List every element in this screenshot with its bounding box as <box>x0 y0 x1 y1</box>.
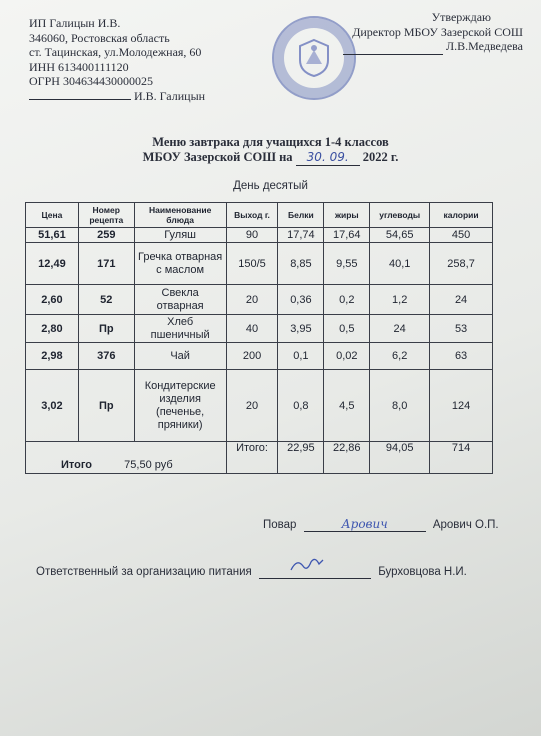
title-line-2 <box>0 150 541 166</box>
cell-protein: 0,8 <box>278 370 324 442</box>
total-protein: 22,95 <box>278 442 324 474</box>
cook-name: Арович О.П. <box>432 519 499 531</box>
cell-fat: 0,2 <box>324 285 370 315</box>
cell-name: Свекла отварная <box>134 285 226 315</box>
column-header: жиры <box>324 203 370 228</box>
cell-protein: 3,95 <box>278 315 324 343</box>
seller-line: ст. Тацинская, ул.Молодежная, 60 <box>29 45 202 59</box>
column-header: Цена <box>26 203 79 228</box>
table-row <box>26 228 493 243</box>
day-label: День десятый <box>233 180 308 192</box>
cell-price: 2,60 <box>26 285 79 315</box>
cell-fat: 4,5 <box>324 370 370 442</box>
approve-label: Утверждаю <box>431 10 491 24</box>
table-row <box>26 370 493 442</box>
cell-price: 12,49 <box>26 243 79 285</box>
handwritten-signature-icon <box>287 556 327 574</box>
cell-kcal: 24 <box>430 285 493 315</box>
cell-yield: 150/5 <box>226 243 278 285</box>
total-label-2: Итого: <box>226 442 278 474</box>
column-header: Выход г. <box>226 203 278 228</box>
cell-name: Хлеб пшеничный <box>134 315 226 343</box>
table-header-row <box>26 203 493 228</box>
director-signature <box>343 39 443 55</box>
cell-fat: 0,02 <box>324 343 370 370</box>
cell-carbs: 24 <box>370 315 430 343</box>
table-row <box>26 243 493 285</box>
cell-recipe: 171 <box>78 243 134 285</box>
cell-yield: 20 <box>226 285 278 315</box>
seller-line: ОГРН 304634430000025 <box>29 74 153 88</box>
total-cell <box>26 442 227 474</box>
table-row <box>26 315 493 343</box>
cook-signature: Арович <box>304 517 426 532</box>
title-line-1: Меню завтрака для учащихся 1-4 классов <box>152 135 389 149</box>
cell-yield: 200 <box>226 343 278 370</box>
responsible-label: Ответственный за организацию питания <box>36 566 252 578</box>
table-row <box>26 343 493 370</box>
cell-kcal: 63 <box>430 343 493 370</box>
cell-kcal: 450 <box>430 228 493 243</box>
approval-block <box>343 10 523 55</box>
table-row <box>26 285 493 315</box>
total-price: 75,50 руб <box>124 459 173 471</box>
menu-date: 30. 09. <box>296 150 360 166</box>
responsible-name: Бурховцова Н.И. <box>378 566 467 578</box>
title-suffix: 2022 г. <box>362 150 399 164</box>
cell-yield: 40 <box>226 315 278 343</box>
cell-name: Чай <box>134 343 226 370</box>
cell-recipe: 52 <box>78 285 134 315</box>
cell-price: 3,02 <box>26 370 79 442</box>
cell-name: Гречка отварная с маслом <box>134 243 226 285</box>
cell-recipe: 259 <box>78 228 134 243</box>
cell-protein: 0,1 <box>278 343 324 370</box>
cell-name: Кондитерские изделия (печенье, пряники) <box>134 370 226 442</box>
cell-recipe: 376 <box>78 343 134 370</box>
column-header: Белки <box>278 203 324 228</box>
column-header: Номер рецепта <box>78 203 134 228</box>
seller-line: ИНН 613400111120 <box>29 59 129 74</box>
page-title <box>0 135 541 166</box>
seller-block <box>29 16 205 103</box>
cell-fat: 9,55 <box>324 243 370 285</box>
title-prefix: МБОУ Зазерской СОШ на <box>142 150 293 164</box>
seller-line: ИП Галицын И.В. <box>29 16 121 30</box>
cell-carbs: 1,2 <box>370 285 430 315</box>
cell-protein: 17,74 <box>278 228 324 243</box>
cell-carbs: 6,2 <box>370 343 430 370</box>
signature-blank <box>29 99 131 100</box>
cell-recipe: Пр <box>78 370 134 442</box>
menu-table <box>25 202 493 474</box>
cell-carbs: 40,1 <box>370 243 430 285</box>
total-row <box>26 442 493 474</box>
cell-fat: 0,5 <box>324 315 370 343</box>
cell-kcal: 258,7 <box>430 243 493 285</box>
cell-recipe: Пр <box>78 315 134 343</box>
cell-protein: 0,36 <box>278 285 324 315</box>
total-carbs: 94,05 <box>370 442 430 474</box>
approve-position: Директор МБОУ Зазерской СОШ <box>352 24 523 39</box>
total-label: Итого <box>61 459 93 471</box>
cell-carbs: 8,0 <box>370 370 430 442</box>
seller-signature-name: И.В. Галицын <box>134 88 206 103</box>
cell-kcal: 53 <box>430 315 493 343</box>
responsible-signature-line <box>36 566 467 579</box>
cook-signature-line <box>263 517 499 532</box>
column-header: углеводы <box>370 203 430 228</box>
approve-signer: Л.В.Медведева <box>446 39 523 53</box>
seller-line: 346060, Ростовская область <box>29 30 170 45</box>
cell-yield: 90 <box>226 228 278 243</box>
total-kcal: 714 <box>430 442 493 474</box>
cell-protein: 8,85 <box>278 243 324 285</box>
column-header: Наименование блюда <box>134 203 226 228</box>
total-fat: 22,86 <box>324 442 370 474</box>
column-header: калории <box>430 203 493 228</box>
responsible-signature <box>259 566 371 579</box>
cell-price: 51,61 <box>26 228 79 243</box>
cell-kcal: 124 <box>430 370 493 442</box>
approve-signer-line <box>343 39 523 55</box>
cook-label: Повар <box>263 519 297 531</box>
cell-yield: 20 <box>226 370 278 442</box>
cell-carbs: 54,65 <box>370 228 430 243</box>
cell-price: 2,98 <box>26 343 79 370</box>
seller-signature-line <box>29 89 205 104</box>
cell-name: Гуляш <box>134 228 226 243</box>
seal-emblem-icon <box>296 38 332 78</box>
cell-price: 2,80 <box>26 315 79 343</box>
cell-fat: 17,64 <box>324 228 370 243</box>
